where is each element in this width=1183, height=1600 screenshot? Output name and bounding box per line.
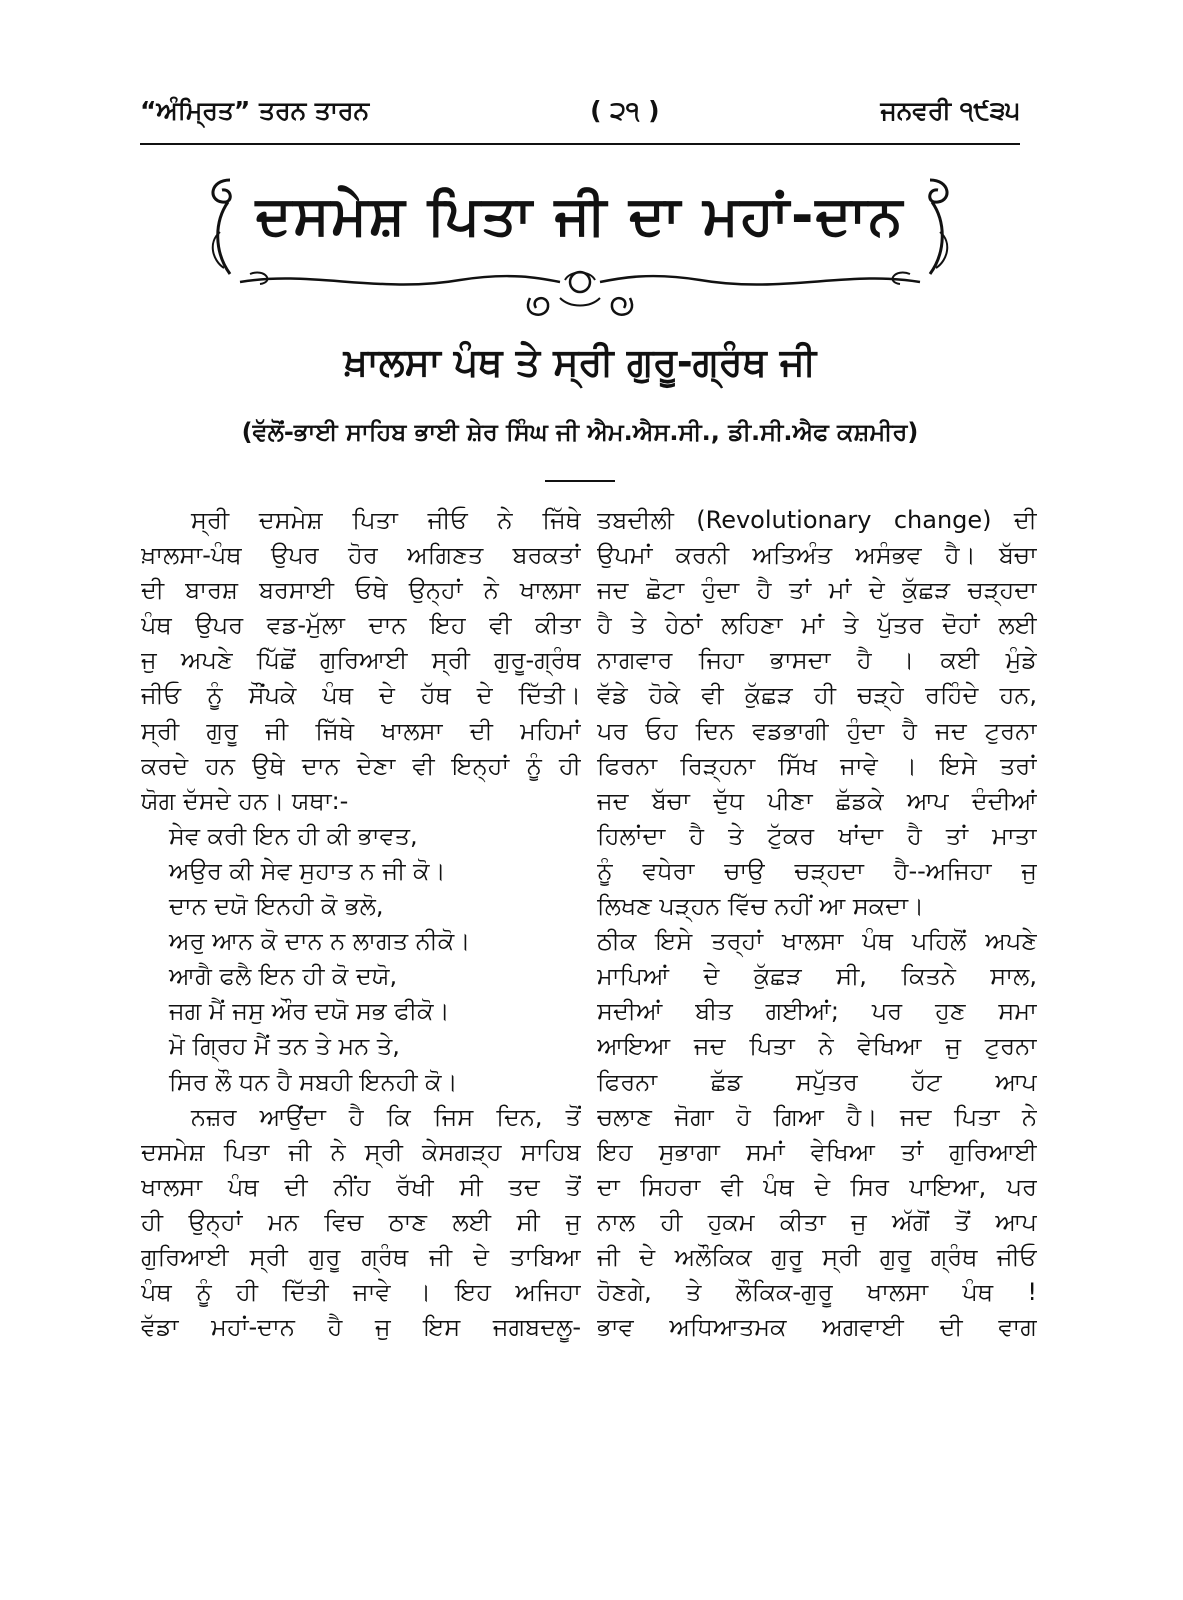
text-line: ਦਾ ਸਿਹਰਾ ਵੀ ਪੰਥ ਦੇ ਸਿਰ ਪਾਇਆ, ਪਰ bbox=[597, 1172, 1037, 1201]
header-magazine-name: “ਅੰਮ੍ਰਿਤ” ਤਰਨ ਤਾਰਨ bbox=[140, 96, 370, 125]
verse-line: ਅਉਰ ਕੀ ਸੇਵ ਸੁਹਾਤ ਨ ਜੀ ਕੋ। bbox=[169, 856, 446, 885]
text-line: ਨਾਗਵਾਰ ਜਿਹਾ ਭਾਸਦਾ ਹੈ । ਕਈ ਮੁੰਡੇ bbox=[597, 646, 1037, 675]
text-line: ਹੋਣਗੇ, ਤੇ ਲੌਕਿਕ-ਗੁਰੂ ਖਾਲਸਾ ਪੰਥ ! bbox=[597, 1278, 1037, 1307]
header-date: ਜਨਵਰੀ ੧੯੩੫ bbox=[880, 96, 1020, 125]
text-line: ਵੱਡੇ ਹੋਕੇ ਵੀ ਕੁੱਛੜ ਹੀ ਚੜ੍ਹੇ ਰਹਿੰਦੇ ਹਨ, bbox=[597, 681, 1037, 710]
text-line: ਚਲਾਣ ਜੋਗਾ ਹੋ ਗਿਆ ਹੈ। ਜਦ ਪਿਤਾ ਨੇ bbox=[597, 1102, 1037, 1131]
text-line: ਵੱਡਾ ਮਹਾਂ-ਦਾਨ ਹੈ ਜੁ ਇਸ ਜਗਬਦਲੂ- bbox=[141, 1313, 581, 1342]
verse-line: ਆਗੈ ਫਲੈ ਇਨ ਹੀ ਕੋ ਦਯੋ, bbox=[169, 962, 398, 991]
text-line: ਭਾਵ ਅਧਿਆਤਮਕ ਅਗਵਾਈ ਦੀ ਵਾਗ bbox=[597, 1313, 1037, 1342]
header-page-number: ( ੨੧ ) bbox=[590, 96, 660, 125]
text-line: ਨੂੰ ਵਧੇਰਾ ਚਾਉ ਚੜ੍ਹਦਾ ਹੈ--ਅਜਿਹਾ ਜੁ bbox=[597, 856, 1037, 885]
text-line: ਹਿਲਾਂਦਾ ਹੈ ਤੇ ਟੁੱਕਰ ਖਾਂਦਾ ਹੈ ਤਾਂ ਮਾਤਾ bbox=[597, 821, 1037, 850]
article-title: ਦਸਮੇਸ਼ ਪਿਤਾ ਜੀ ਦਾ ਮਹਾਂ-ਦਾਨ bbox=[255, 184, 905, 247]
text-line: ਤਬਦੀਲੀ (Revolutionary change) ਦੀ bbox=[597, 506, 1037, 534]
verse-line: ਦਾਨ ਦਯੋ ਇਨਹੀ ਕੋ ਭਲੋ, bbox=[169, 892, 384, 921]
text-line: ਠੀਕ ਇਸੇ ਤਰ੍ਹਾਂ ਖਾਲਸਾ ਪੰਥ ਪਹਿਲੋਂ ਅਪਣੇ bbox=[597, 927, 1037, 956]
text-line: ਸਦੀਆਂ ਬੀਤ ਗਈਆਂ; ਪਰ ਹੁਣ ਸਮਾ bbox=[597, 997, 1037, 1026]
text-line: ਜਦ ਬੱਚਾ ਦੁੱਧ ਪੀਣਾ ਛੱਡਕੇ ਆਪ ਦੰਦੀਆਂ bbox=[597, 786, 1037, 815]
text-line: ਪਰ ਓਹ ਦਿਨ ਵਡਭਾਗੀ ਹੁੰਦਾ ਹੈ ਜਦ ਟੁਰਨਾ bbox=[597, 716, 1037, 745]
text-line: ਜੀਓ ਨੂੰ ਸੌਂਪਕੇ ਪੰਥ ਦੇ ਹੱਥ ਦੇ ਦਿੱਤੀ। bbox=[141, 681, 581, 710]
article-byline: (ਵੱਲੋਂ-ਭਾਈ ਸਾਹਿਬ ਭਾਈ ਸ਼ੇਰ ਸਿੰਘ ਜੀ ਐਮ.ਐਸ.ਸੀ., ਡੀ.ਸੀ.ਐਫ ਕਸ਼ਮੀਰ) bbox=[241, 418, 919, 446]
text-line: ਉਪਮਾਂ ਕਰਨੀ ਅਤਿਅੰਤ ਅਸੰਭਵ ਹੈ। ਬੱਚਾ bbox=[597, 541, 1037, 570]
text-line: ਯੋਗ ਦੱਸਦੇ ਹਨ। ਯਥਾ:- bbox=[141, 786, 349, 815]
verse-line: ਸੇਵ ਕਰੀ ਇਨ ਹੀ ਕੀ ਭਾਵਤ, bbox=[169, 821, 418, 850]
text-line: ਸ੍ਰੀ ਦਸਮੇਸ਼ ਪਿਤਾ ਜੀਓ ਨੇ ਜਿੱਥੇ bbox=[191, 506, 581, 534]
text-line: ਹੈ ਤੇ ਹੇਠਾਂ ਲਹਿਣਾ ਮਾਂ ਤੇ ਪੁੱਤਰ ਦੋਹਾਂ ਲਈ bbox=[597, 611, 1037, 640]
text-line: ਗੁਰਿਆਈ ਸ੍ਰੀ ਗੁਰੂ ਗ੍ਰੰਥ ਜੀ ਦੇ ਤਾਬਿਆ bbox=[141, 1242, 581, 1271]
text-line: ਜੁ ਅਪਣੇ ਪਿੱਛੋਂ ਗੁਰਿਆਈ ਸ੍ਰੀ ਗੁਰੂ-ਗ੍ਰੰਥ bbox=[141, 646, 581, 675]
text-line: ਨਜ਼ਰ ਆਉਂਦਾ ਹੈ ਕਿ ਜਿਸ ਦਿਨ, ਤੋਂ bbox=[191, 1102, 581, 1131]
text-line: ਜਦ ਛੋਟਾ ਹੁੰਦਾ ਹੈ ਤਾਂ ਮਾਂ ਦੇ ਕੁੱਛੜ ਚੜ੍ਹਦਾ bbox=[597, 576, 1037, 605]
verse-line: ਜਗ ਮੈਂ ਜਸੁ ਔਰ ਦਯੋ ਸਭ ਫੀਕੋ। bbox=[169, 997, 450, 1026]
text-line: ਲਿਖਣ ਪੜ੍ਹਨ ਵਿੱਚ ਨਹੀਂ ਆ ਸਕਦਾ। bbox=[597, 892, 925, 921]
text-line: ਜੀ ਦੇ ਅਲੌਕਿਕ ਗੁਰੂ ਸ੍ਰੀ ਗੁਰੂ ਗ੍ਰੰਥ ਜੀਓ bbox=[597, 1242, 1037, 1271]
text-line: ਪੰਥ ਨੂੰ ਹੀ ਦਿੱਤੀ ਜਾਵੇ । ਇਹ ਅਜਿਹਾ bbox=[141, 1278, 581, 1307]
text-line: ਹੀ ਉਨ੍ਹਾਂ ਮਨ ਵਿਚ ਠਾਣ ਲਈ ਸੀ ਜੁ bbox=[141, 1207, 581, 1236]
text-line: ਨਾਲ ਹੀ ਹੁਕਮ ਕੀਤਾ ਜੁ ਅੱਗੋਂ ਤੋਂ ਆਪ bbox=[597, 1207, 1037, 1236]
text-line: ਸ੍ਰੀ ਗੁਰੂ ਜੀ ਜਿੱਥੇ ਖਾਲਸਾ ਦੀ ਮਹਿਮਾਂ bbox=[141, 716, 581, 745]
text-line: ਆਇਆ ਜਦ ਪਿਤਾ ਨੇ ਵੇਖਿਆ ਜੁ ਟੁਰਨਾ bbox=[597, 1032, 1037, 1061]
verse-line: ਅਰੁ ਆਨ ਕੋ ਦਾਨ ਨ ਲਾਗਤ ਨੀਕੋ। bbox=[169, 927, 471, 956]
header-rule bbox=[140, 143, 1020, 145]
right-column bbox=[597, 503, 1037, 1345]
text-line: ਦਸਮੇਸ਼ ਪਿਤਾ ਜੀ ਨੇ ਸ੍ਰੀ ਕੇਸਗੜ੍ਹ ਸਾਹਿਬ bbox=[141, 1137, 581, 1166]
text-line: ਫਿਰਨਾ ਛੱਡ ਸਪੁੱਤਰ ਹੱਟ ਆਪ bbox=[597, 1067, 1037, 1096]
text-line: ਕਰਦੇ ਹਨ ਉਥੇ ਦਾਨ ਦੇਣਾ ਵੀ ਇਨ੍ਹਾਂ ਨੂੰ ਹੀ bbox=[141, 751, 581, 780]
verse-line: ਮੋ ਗ੍ਰਿਹ ਮੈਂ ਤਨ ਤੇ ਮਨ ਤੇ, bbox=[169, 1032, 400, 1061]
text-line: ਖਾਲਸਾ ਪੰਥ ਦੀ ਨੀਂਹ ਰੱਖੀ ਸੀ ਤਦ ਤੋਂ bbox=[141, 1172, 581, 1201]
text-line: ਖ਼ਾਲਸਾ-ਪੰਥ ਉਪਰ ਹੋਰ ਅਗਿਣਤ ਬਰਕਤਾਂ bbox=[141, 541, 581, 570]
text-line: ਫਿਰਨਾ ਰਿੜ੍ਹਨਾ ਸਿੱਖ ਜਾਵੇ । ਇਸੇ ਤਰਾਂ bbox=[597, 751, 1037, 780]
section-divider bbox=[545, 480, 615, 482]
verse-line: ਸਿਰ ਲੌ ਧਨ ਹੈ ਸਬਹੀ ਇਨਹੀ ਕੋ। bbox=[169, 1067, 458, 1096]
title-flourish-ornament-icon bbox=[230, 268, 930, 328]
text-line: ਪੰਥ ਉਪਰ ਵਡ-ਮੁੱਲਾ ਦਾਨ ਇਹ ਵੀ ਕੀਤਾ bbox=[141, 611, 581, 640]
left-column bbox=[141, 503, 581, 1345]
text-line: ਮਾਪਿਆਂ ਦੇ ਕੁੱਛੜ ਸੀ, ਕਿਤਨੇ ਸਾਲ, bbox=[597, 962, 1037, 991]
article-subtitle: ਖ਼ਾਲਸਾ ਪੰਥ ਤੇ ਸ੍ਰੀ ਗੁਰੂ-ਗ੍ਰੰਥ ਜੀ bbox=[343, 340, 817, 384]
page-header bbox=[140, 88, 1020, 134]
text-line: ਦੀ ਬਾਰਸ਼ ਬਰਸਾਈ ਓਥੇ ਉਨ੍ਹਾਂ ਨੇ ਖਾਲਸਾ bbox=[141, 576, 581, 605]
scroll-right-ornament-icon bbox=[910, 172, 970, 282]
text-line: ਇਹ ਸੁਭਾਗਾ ਸਮਾਂ ਵੇਖਿਆ ਤਾਂ ਗੁਰਿਆਈ bbox=[597, 1137, 1037, 1166]
